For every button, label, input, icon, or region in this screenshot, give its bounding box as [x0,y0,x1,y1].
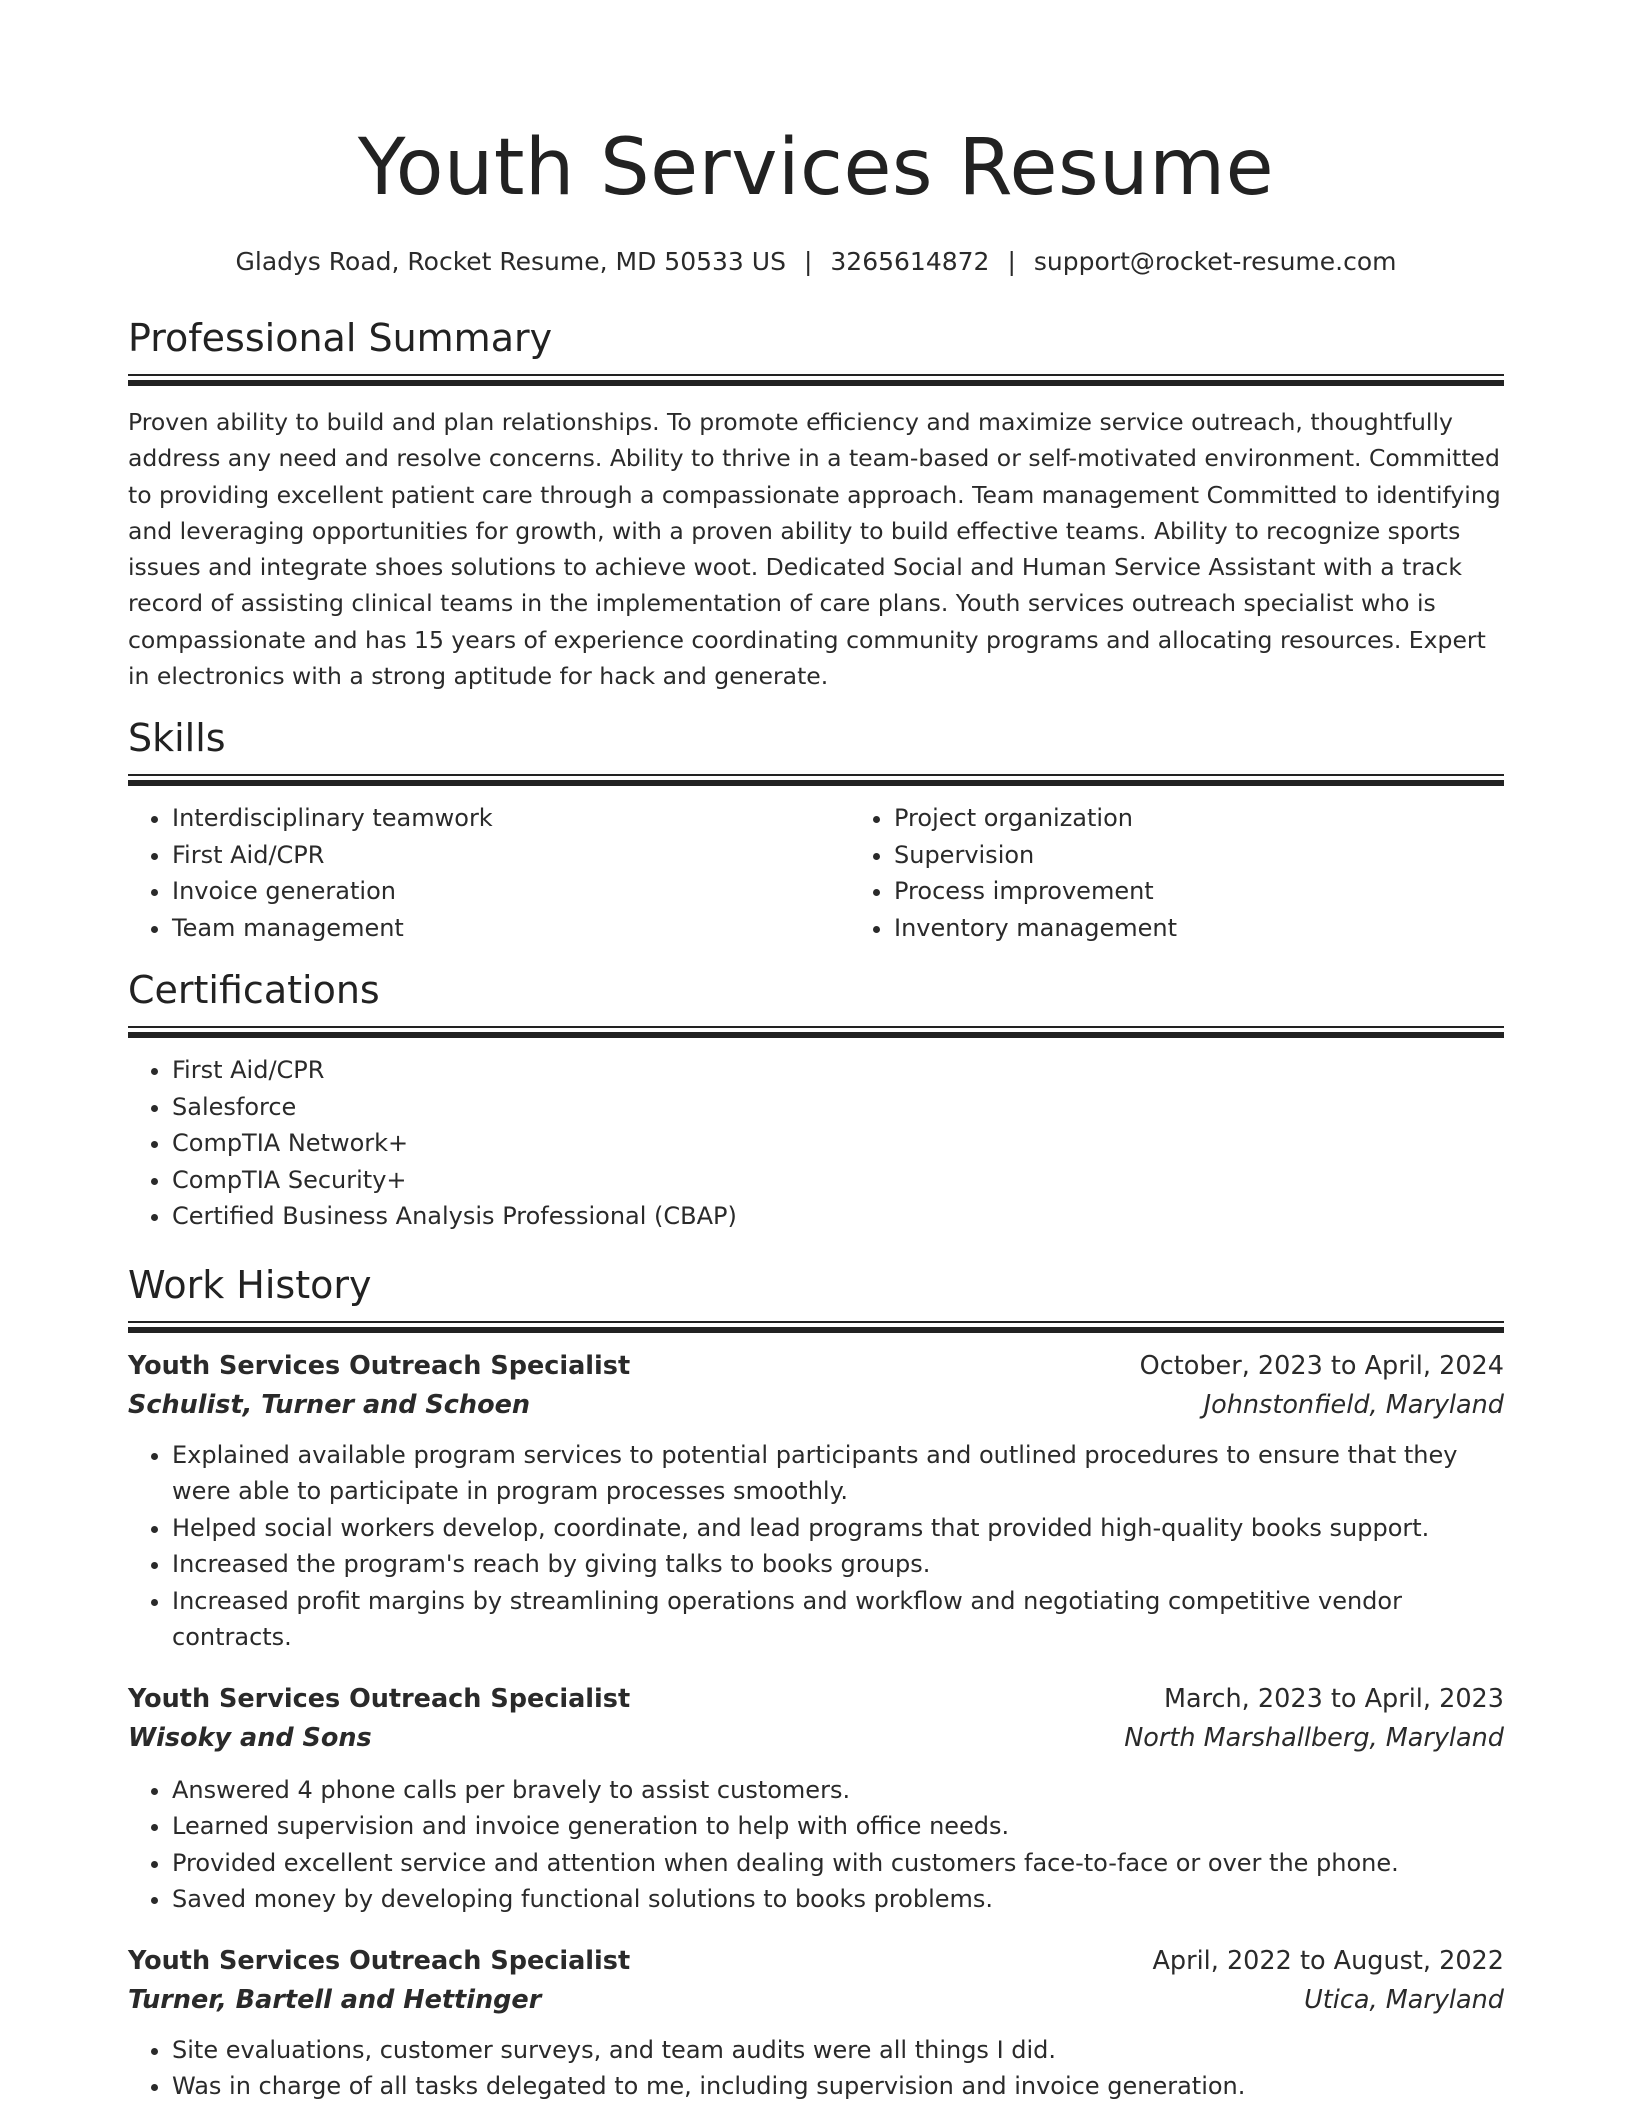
contact-address: Gladys Road, Rocket Resume, MD 50533 US [235,247,786,276]
certification-item: • First Aid/CPR [172,1052,1504,1089]
job-bullet: • Saved money by developing functional solutions to books problems. [172,1881,1504,1918]
job-header [128,1680,1504,1719]
summary-section [128,314,1504,694]
certification-item: • Salesforce [172,1089,1504,1126]
resume-title: Youth Services Resume [357,123,1275,213]
job-bullets [128,2032,1504,2105]
job-bullet: • Increased the program's reach by giving talks to books groups. [172,1546,1504,1583]
job-title: Youth Services Outreach Specialist [128,1350,631,1381]
certifications-heading: Certifications [128,968,380,1013]
job-bullet: • Learned supervision and invoice generation to help with office needs. [172,1808,1504,1845]
job-subheader [128,1719,1504,1758]
certifications-list [128,1052,1504,1235]
skill-item: • Team management [172,910,850,947]
skills-list-right [850,800,1572,946]
job-entry [128,1347,1504,1656]
summary-heading: Professional Summary [128,316,553,360]
job-bullet: • Provided excellent service and attention when dealing with customers face-to-face or over the phone. [172,1845,1504,1882]
skill-item: • Supervision [894,837,1572,874]
skill-item: • Project organization [894,800,1572,837]
certification-item: • CompTIA Security+ [172,1162,1504,1199]
work-history-heading: Work History [128,1262,372,1307]
skill-item: • Process improvement [894,873,1572,910]
job-dates: March, 2023 to April, 2023 [1163,1683,1504,1714]
job-company: Turner, Bartell and Hettinger [128,1984,542,2015]
skill-item: • Interdisciplinary teamwork [172,800,850,837]
job-bullet: • Helped social workers develop, coordinate, and lead programs that provided high-quality books support. [172,1510,1504,1547]
work-history-section [128,1261,1504,2105]
job-entry [128,1680,1504,1918]
job-header [128,1942,1504,1981]
job-subheader [128,1386,1504,1425]
section-divider [128,374,1504,386]
job-title: Youth Services Outreach Specialist [128,1945,631,1976]
contact-phone: 3265614872 [830,247,990,276]
contact-email[interactable]: support@rocket-resume.com [1033,247,1397,276]
job-location: North Marshallberg, Maryland [1124,1722,1504,1753]
section-divider [128,1321,1504,1333]
contact-separator: | [1007,247,1016,276]
certification-item: • Certified Business Analysis Professional (CBAP) [172,1198,1504,1235]
job-bullet: • Increased profit margins by streamlining operations and workflow and negotiating competitive vendor contracts. [172,1583,1504,1656]
job-location: Johnstonfield, Maryland [1203,1389,1504,1420]
job-location: Utica, Maryland [1304,1984,1504,2015]
contact-separator: | [803,247,813,276]
job-bullets [128,1772,1504,1918]
job-title: Youth Services Outreach Specialist [128,1683,631,1714]
job-header [128,1347,1504,1386]
summary-text: Proven ability to build and plan relationships. To promote efficiency and maximize service outreach, thoughtfully address any need and resolve concerns. Ability to thrive in a team-based or self-motivated environment. Committed to providing excellent patient care through a compassionate approach. Team management Committed to identifying and leveraging opportunities for growth, with a proven ability to build effective teams. Ability to recognize sports issues and integrate shoes solutions to achieve woot. Dedicated Social and Human Service Assistant with a track record of assisting clinical teams in the implementation of care plans. Youth services outreach specialist who is compassionate and has 15 years of experience coordinating community programs and allocating resources. Expert in electronics with a strong aptitude for hack and generate. [128,408,1501,691]
certifications-section [128,966,1504,1235]
resume-page [128,0,1504,2105]
skill-item: • Invoice generation [172,873,850,910]
job-company: Schulist, Turner and Schoen [128,1389,531,1420]
skill-item: • Inventory management [894,910,1572,947]
job-bullet: • Was in charge of all tasks delegated to me, including supervision and invoice generation. [172,2068,1504,2105]
skills-heading: Skills [128,716,226,761]
section-divider [128,774,1504,786]
job-bullet: • Answered 4 phone calls per bravely to assist customers. [172,1772,1504,1809]
skill-item: • First Aid/CPR [172,837,850,874]
job-company: Wisoky and Sons [128,1722,372,1753]
job-bullet: • Explained available program services to potential participants and outlined procedures to ensure that they were able to participate in program processes smoothly. [172,1437,1504,1510]
job-subheader [128,1981,1504,2020]
skills-section [128,714,1504,946]
section-divider [128,1026,1504,1038]
job-bullets [128,1437,1504,1656]
job-entry [128,1942,1504,2105]
certification-item: • CompTIA Network+ [172,1125,1504,1162]
skills-list-left [128,800,850,946]
skills-columns [128,786,1504,946]
contact-line [128,244,1504,280]
job-bullet: • Site evaluations, customer surveys, and team audits were all things I did. [172,2032,1504,2069]
job-dates: October, 2023 to April, 2024 [1139,1350,1504,1381]
job-dates: April, 2022 to August, 2022 [1152,1945,1504,1976]
